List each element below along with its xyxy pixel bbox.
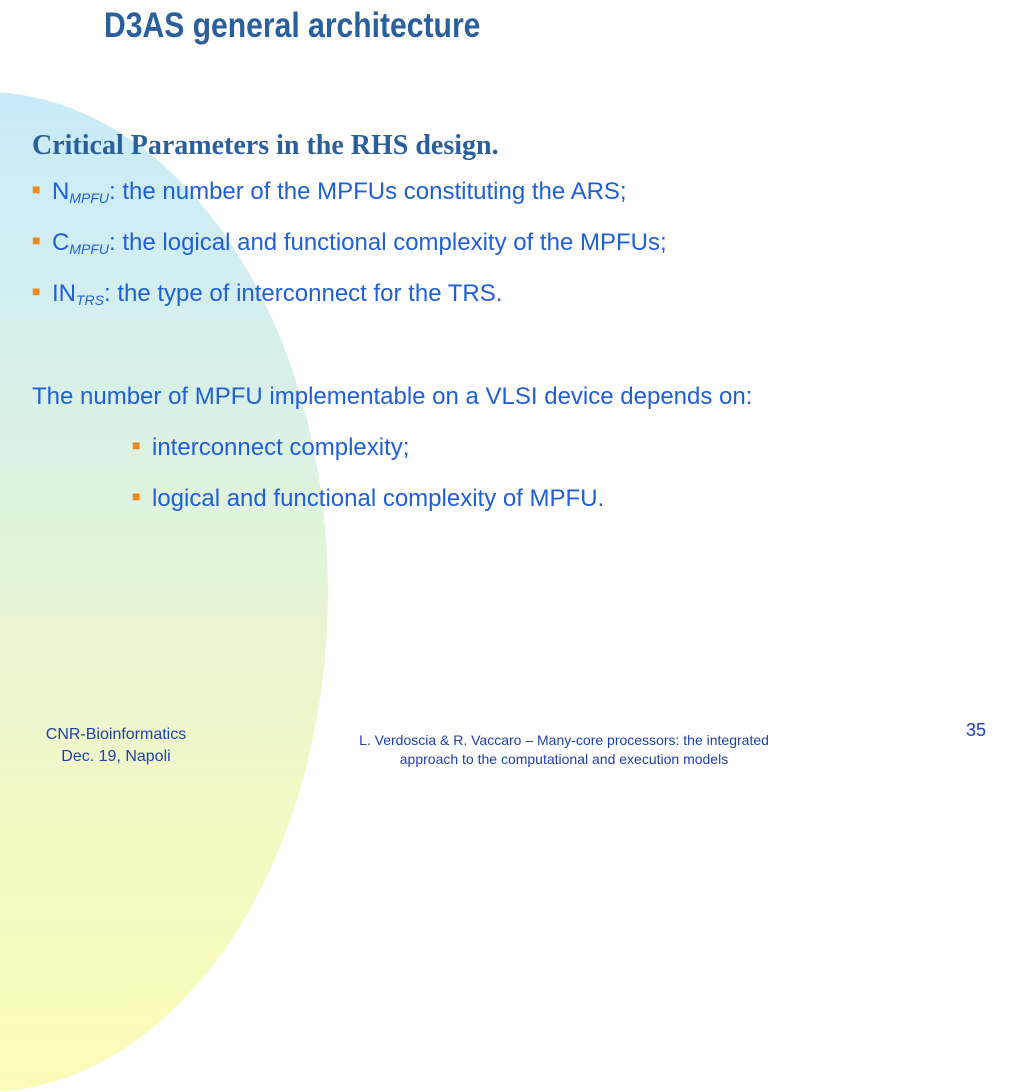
bullet-text: : the number of the MPFUs constituting the ARS;	[109, 178, 627, 205]
bullet-item	[32, 268, 1004, 319]
bullet-text: : the type of interconnect for the TRS.	[104, 280, 503, 307]
square-bullet-icon: ■	[132, 437, 141, 454]
body-paragraph: The number of MPFU implementable on a VLSI device depends on:	[32, 383, 753, 410]
footer-citation	[300, 731, 828, 769]
sub-bullet-text: interconnect complexity;	[152, 434, 410, 461]
bullet-term-subscript: MPFU	[69, 190, 110, 206]
bullet-term-subscript: MPFU	[69, 241, 110, 257]
footer-date-line: Dec. 19, Napoli	[61, 748, 171, 765]
square-bullet-icon: ■	[132, 488, 141, 505]
footer-citation-line: L. Verdoscia & R. Vaccaro – Many-core processors: the integrated	[359, 732, 769, 748]
bullet-term: C	[52, 229, 70, 256]
slide-content	[32, 126, 1004, 524]
footer-citation-line: approach to the computational and execution models	[399, 751, 729, 767]
bullet-term: N	[52, 178, 70, 205]
page-number: 35	[966, 720, 987, 740]
spacer	[32, 319, 1004, 371]
sub-bullet-item	[32, 473, 1004, 524]
footer-affiliation	[0, 724, 232, 768]
slide-title: D3AS general architecture	[104, 6, 481, 45]
square-bullet-icon: ■	[32, 181, 41, 198]
bullet-item	[32, 166, 1004, 217]
square-bullet-icon: ■	[32, 232, 41, 249]
section-subheading: Critical Parameters in the RHS design.	[32, 130, 499, 161]
bullet-term: IN	[52, 280, 76, 307]
square-bullet-icon: ■	[32, 283, 41, 300]
bullet-item	[32, 217, 1004, 268]
bullet-text: : the logical and functional complexity of the MPFUs;	[109, 229, 667, 256]
footer-affiliation-line: CNR-Bioinformatics	[45, 726, 187, 743]
sub-bullet-text: logical and functional complexity of MPFU.	[152, 485, 605, 512]
sub-bullet-item	[32, 422, 1004, 473]
bullet-term-subscript: TRS	[76, 292, 104, 308]
